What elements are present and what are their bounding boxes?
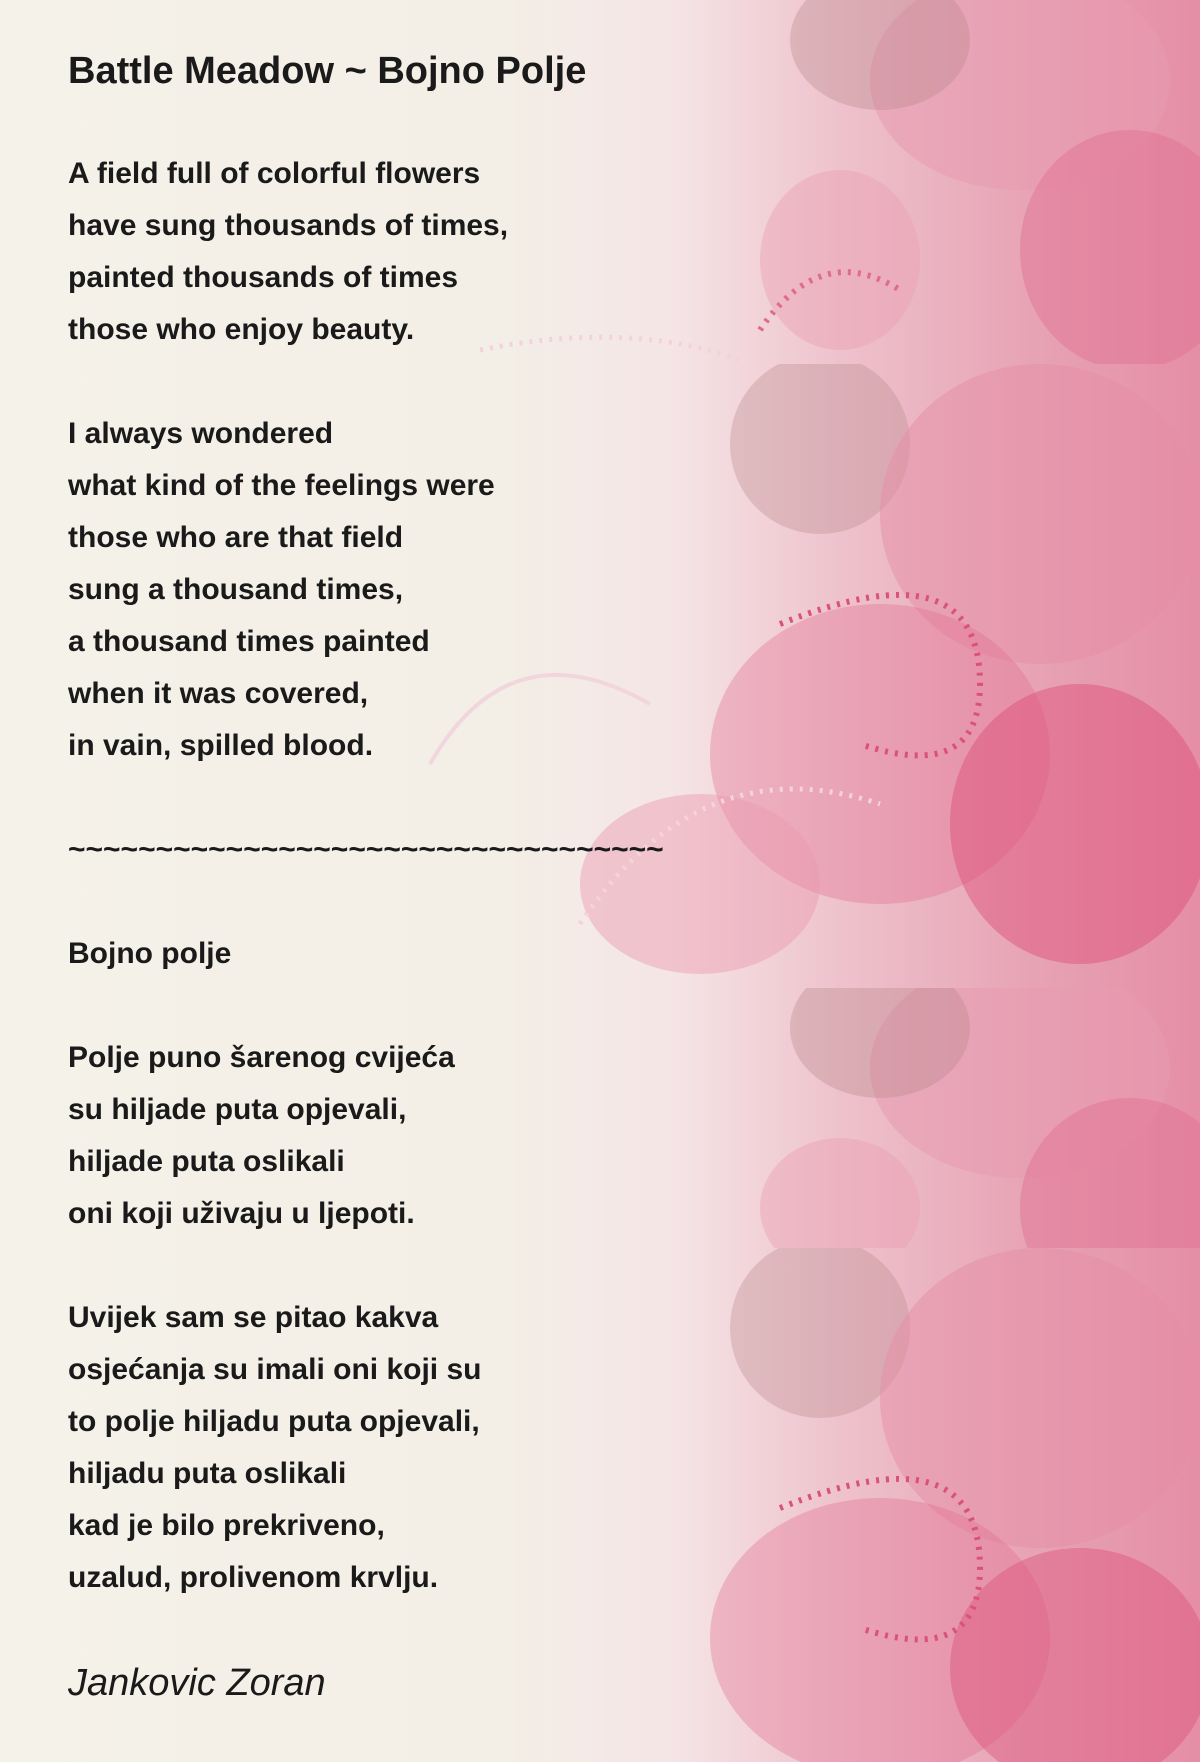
poem-line: osjećanja su imali oni koji su [68, 1353, 482, 1386]
poem-line: have sung thousands of times, [68, 209, 509, 242]
poem-line: in vain, spilled blood. [68, 729, 374, 762]
poem-subtitle: Bojno polje [68, 937, 232, 970]
poem-line: hiljadu puta oslikali [68, 1457, 347, 1490]
poem-line: sung a thousand times, [68, 573, 404, 606]
poem-line: I always wondered [68, 417, 334, 450]
poem-line: oni koji uživaju u ljepoti. [68, 1197, 415, 1230]
poem-author: Jankovic Zoran [68, 1662, 326, 1704]
poem-line: A field full of colorful flowers [68, 157, 481, 190]
poem-line: su hiljade puta opjevali, [68, 1093, 407, 1126]
poem-title: Battle Meadow ~ Bojno Polje [68, 50, 587, 92]
poem-line: Uvijek sam se pitao kakva [68, 1301, 439, 1334]
poem-line: a thousand times painted [68, 625, 430, 658]
poem-line: kad je bilo prekriveno, [68, 1509, 385, 1542]
poem-line: to polje hiljadu puta opjevali, [68, 1405, 480, 1438]
poem-line: Polje puno šarenog cvijeća [68, 1041, 455, 1074]
poem-line: what kind of the feelings were [68, 469, 495, 502]
poem-line: those who are that field [68, 521, 404, 554]
poem-line: uzalud, prolivenom krvlju. [68, 1561, 439, 1594]
poem-divider: ~~~~~~~~~~~~~~~~~~~~~~~~~~~~~~~~~~ [68, 833, 664, 866]
poem-line: painted thousands of times [68, 261, 459, 294]
poem-line: hiljade puta oslikali [68, 1145, 345, 1178]
poem-line: when it was covered, [68, 677, 369, 710]
poem-line: those who enjoy beauty. [68, 313, 415, 346]
